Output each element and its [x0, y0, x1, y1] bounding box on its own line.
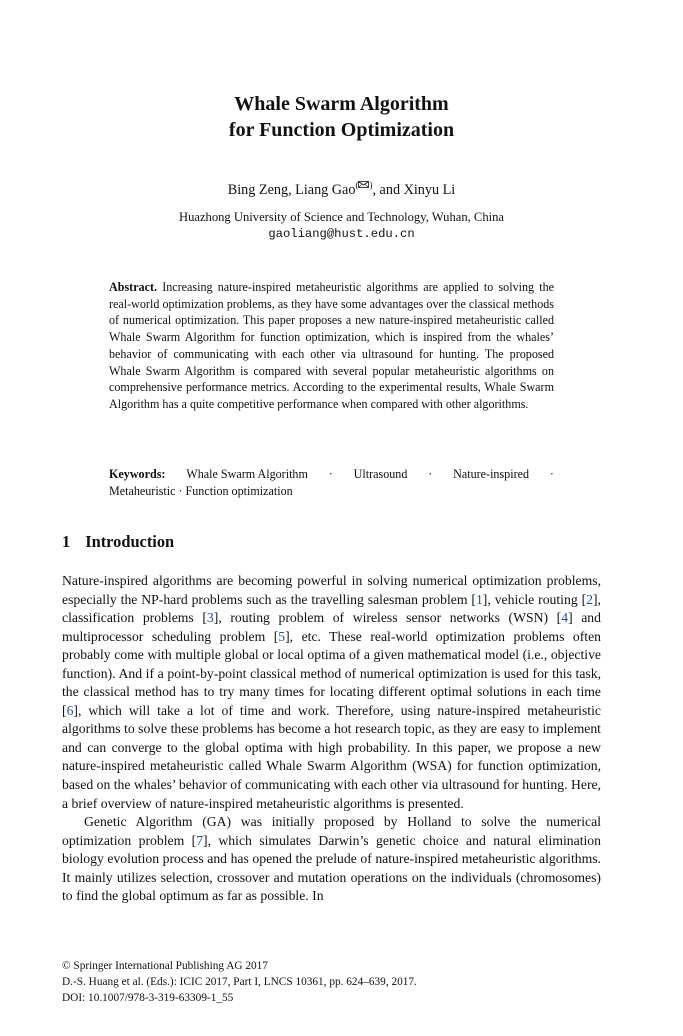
citation-link[interactable]: 4: [561, 610, 569, 626]
citation-link[interactable]: 6: [66, 702, 74, 718]
citation-link[interactable]: 3: [206, 610, 214, 626]
envelope-icon: [358, 181, 369, 188]
authors-rest: , and Xinyu Li: [372, 182, 456, 198]
keyword-separator: ·: [428, 467, 433, 481]
author-list: [0, 176, 683, 199]
title-line-2: for Function Optimization: [228, 119, 455, 141]
title-line-1: Whale Swarm Algorithm: [234, 93, 449, 115]
keywords-line-2: [109, 483, 554, 500]
keywords-line-1: [109, 466, 554, 483]
keywords: [109, 466, 554, 499]
publication-footer: [62, 958, 417, 1006]
keyword-separator: ·: [178, 483, 183, 498]
affiliation: Huazhong University of Science and Technology, Wuhan, China: [178, 210, 505, 224]
keyword-separator: ·: [328, 467, 333, 481]
keyword-item: Function optimization: [185, 483, 293, 498]
abstract-text: Increasing nature-inspired metaheuristic algorithms are applied to solving the real-world optimization problems, as they have some advantages over the classical methods of numerical optimization. This paper proposes a new nature-inspired metaheuristic called Whale Swarm Algorithm for function optimization, which is inspired from the whales’ behavior of communicating with each other via ultrasound for hunting. The proposed Whale Swarm Algorithm is compared with several popular metaheuristic algorithms on comprehensive performance metrics. According to the experimental results, Whale Swarm Algorithm has a quite competitive performance when compared with other algorithms.: [109, 280, 554, 411]
corresponding-author-mark: ( ): [355, 180, 373, 190]
citation-info: D.-S. Huang et al. (Eds.): ICIC 2017, Part I, LNCS 10361, pp. 624–639, 2017.: [62, 976, 417, 988]
citation-link[interactable]: 1: [475, 591, 483, 607]
paper-title: [0, 91, 683, 143]
section-number: 1: [62, 532, 71, 551]
authors-first: Bing Zeng, Liang Gao: [227, 182, 356, 198]
copyright-notice: © Springer International Publishing AG 2017: [62, 960, 268, 972]
keyword-separator: ·: [549, 467, 554, 481]
keyword-item: Ultrasound: [353, 467, 408, 481]
paragraph-1: Nature-inspired algorithms are becoming powerful in solving numerical optimization problems, especially the NP-hard problems such as the travelling salesman problem [1], vehicle routing [2], classification problems [3], routing problem of wireless sensor networks (WSN) [4] and multiprocessor scheduling problem [5], etc. These real-world optimization problems often probably come with multiple global or local optima of a given mathematical model (i.e., objective function). And if a point-by-point classical method of numerical optimization is used for this task, the classical method has to try many times for locating different optimal solutions in each time [6], which will take a lot of time and work. Therefore, using nature-inspired metaheuristic algorithms to solve these problems has become a hot research topic, as they are easy to implement and can converge to the global optima with high probability. In this paper, we propose a new nature-inspired metaheuristic called Whale Swarm Algorithm (WSA) for function optimization, based on the whales’ behavior of communicating with each other via ultrasound for hunting. Here, a brief overview of nature-inspired metaheuristic algorithms is presented.: [62, 573, 602, 811]
keyword-item: Metaheuristic: [109, 483, 176, 498]
citation-link[interactable]: 2: [586, 591, 593, 607]
citation-link[interactable]: 7: [196, 832, 204, 848]
citation-link[interactable]: 5: [278, 628, 286, 644]
doi[interactable]: DOI: 10.1007/978-3-319-63309-1_55: [62, 992, 234, 1004]
keyword-item: Whale Swarm Algorithm: [186, 467, 308, 481]
section-body: [62, 572, 601, 906]
keyword-item: Nature-inspired: [453, 467, 530, 481]
author-email[interactable]: gaoliang@hust.edu.cn: [268, 227, 415, 241]
abstract: [109, 279, 554, 413]
paragraph-2: Genetic Algorithm (GA) was initially proposed by Holland to solve the numerical optimization problem [7], which simulates Darwin’s genetic choice and natural elimination biology evolution process and has opened the prelude of nature-inspired metaheuristic algorithms. It mainly utilizes selection, crossover and mutation operations on the individuals (chromosomes) to find the global optimum as far as possible. In: [62, 814, 601, 904]
abstract-label: Abstract.: [109, 280, 158, 294]
keywords-label: Keywords:: [109, 467, 166, 481]
section-heading: [62, 532, 174, 552]
affiliation-block: [0, 209, 683, 243]
section-title: Introduction: [85, 532, 175, 551]
